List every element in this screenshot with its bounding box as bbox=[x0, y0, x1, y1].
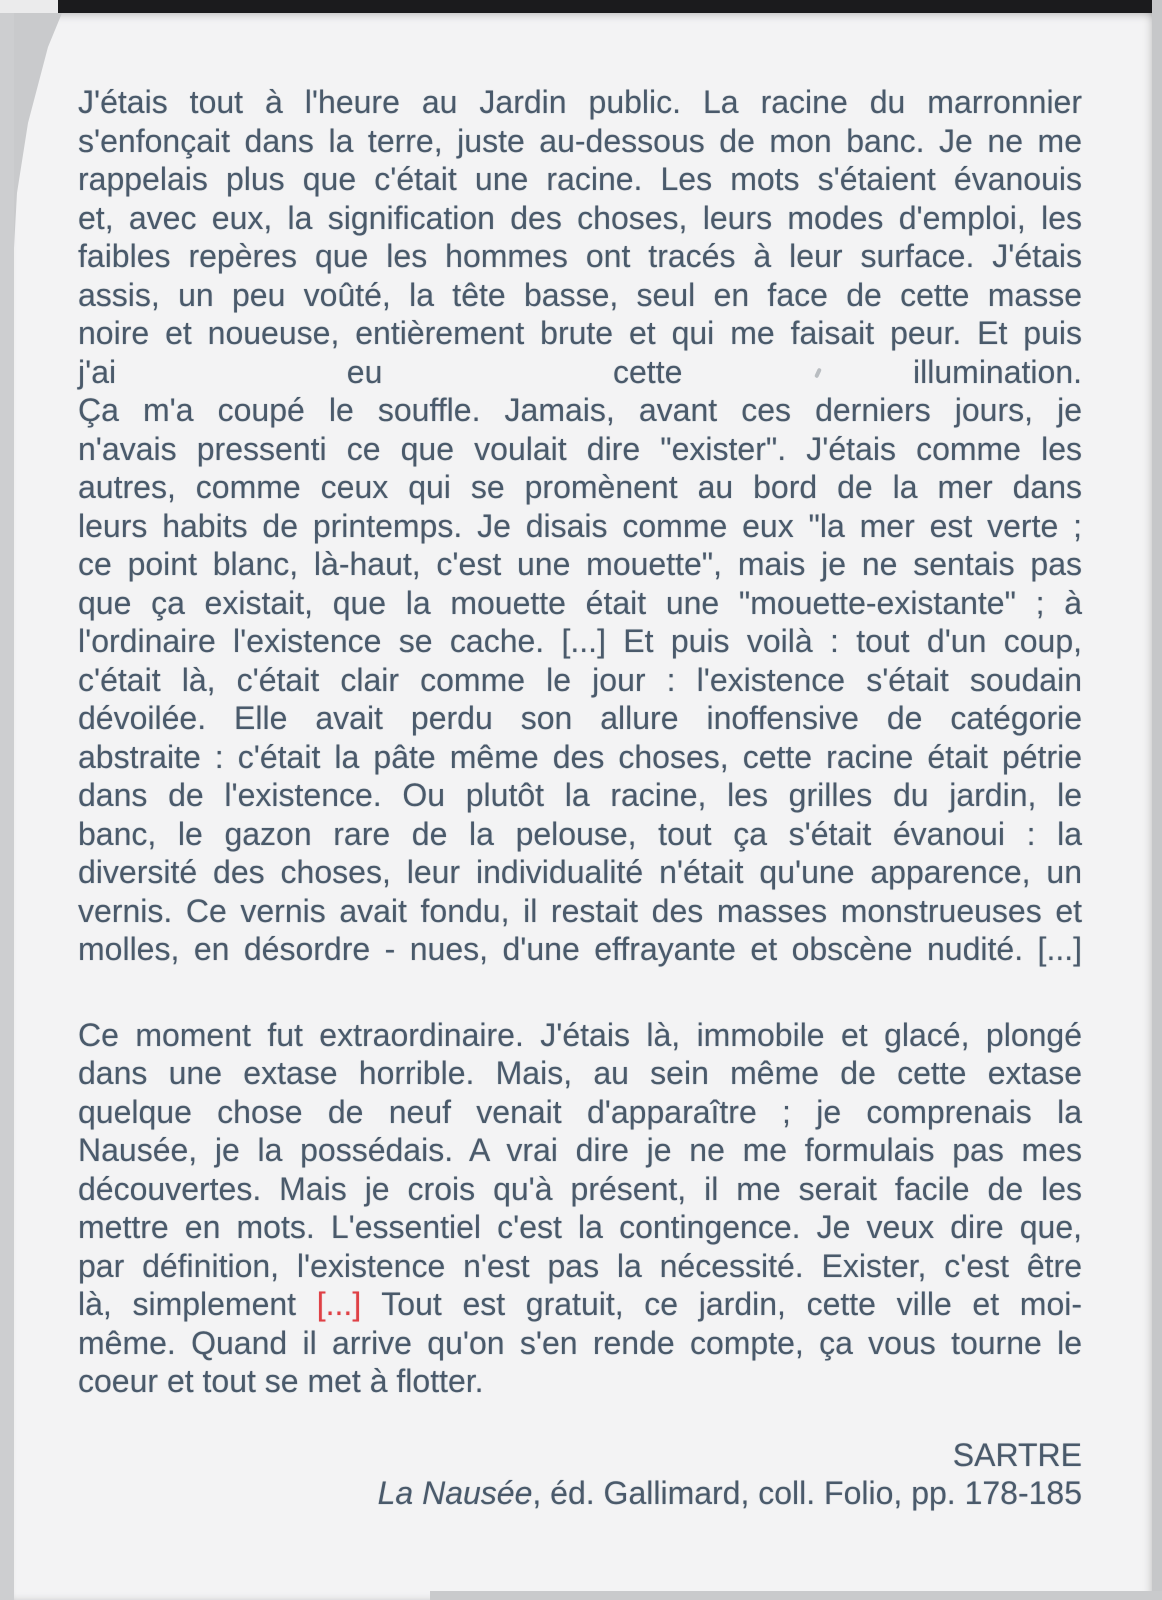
text-segment: Tout est gratuit, ce jardin, cette ville et moi- bbox=[361, 1286, 1083, 1322]
text-segment: vernis. Ce vernis avait fondu, il restait des masses monstrueuses et bbox=[78, 892, 1082, 929]
text-line bbox=[78, 892, 1082, 931]
text-line bbox=[78, 391, 1082, 430]
text-segment: faibles repères que les hommes ont tracés à leur surface. J'étais bbox=[78, 238, 1082, 274]
text-block bbox=[78, 83, 1082, 1513]
text-line bbox=[78, 699, 1082, 738]
text-line bbox=[78, 738, 1082, 777]
text-segment: Ce moment fut extraordinaire. J'étais là, immobile et glacé, plongé bbox=[78, 1016, 1082, 1053]
text-segment: découvertes. Mais je crois qu'à présent, il me serait facile de les bbox=[78, 1170, 1082, 1207]
text-segment: dans une extase horrible. Mais, au sein même de cette extase bbox=[78, 1055, 1082, 1091]
paragraph bbox=[78, 1016, 1082, 1401]
text-segment: autres, comme ceux qui se promènent au bord de la mer dans bbox=[78, 469, 1082, 505]
attribution bbox=[78, 1436, 1082, 1513]
text-line bbox=[78, 1131, 1082, 1170]
text-segment: leurs habits de printemps. Je disais comme eux "la mer est verte ; bbox=[78, 507, 1082, 544]
text-segment: coeur et tout se met à flotter. bbox=[78, 1363, 484, 1399]
text-line bbox=[78, 507, 1082, 546]
text-segment: rappelais plus que c'était une racine. Les mots s'étaient évanouis bbox=[78, 161, 1082, 197]
text-line bbox=[78, 545, 1082, 584]
text-segment: l'ordinaire l'existence se cache. [...] Et puis voilà : tout d'un coup, bbox=[78, 623, 1082, 659]
text-line bbox=[78, 199, 1082, 238]
text-segment: assis, un peu voûté, la tête basse, seul en face de cette masse bbox=[78, 276, 1082, 313]
text-segment: n'avais pressenti ce que voulait dire "exister". J'étais comme les bbox=[78, 430, 1082, 467]
text-segment: là, simplement bbox=[78, 1286, 317, 1322]
text-segment: quelque chose de neuf venait d'apparaître ; je comprenais la bbox=[78, 1093, 1082, 1130]
text-line bbox=[78, 1324, 1082, 1363]
text-line bbox=[78, 1247, 1082, 1286]
text-segment: J'étais tout à l'heure au Jardin public. La racine du marronnier bbox=[78, 84, 1082, 120]
text-segment: j'ai eu cette illumination. bbox=[78, 353, 1082, 390]
text-segment: ce point blanc, là-haut, c'est une mouette", mais je ne sentais pas bbox=[78, 546, 1082, 582]
text-line bbox=[78, 1170, 1082, 1209]
text-line bbox=[78, 314, 1082, 353]
text-line bbox=[78, 930, 1082, 969]
red-ellipsis: [...] bbox=[316, 1286, 362, 1322]
text-line bbox=[78, 353, 1082, 392]
text-segment: Nausée, je la possédais. A vrai dire je ne me formulais pas mes bbox=[78, 1132, 1082, 1168]
text-segment: abstraite : c'était la pâte même des choses, cette racine était pétrie bbox=[78, 738, 1082, 775]
text-line bbox=[78, 237, 1082, 276]
text-segment: c'était là, c'était clair comme le jour : l'existence s'était soudain bbox=[78, 661, 1082, 698]
text-line bbox=[78, 622, 1082, 661]
text-line bbox=[78, 160, 1082, 199]
text-line bbox=[78, 1093, 1082, 1132]
text-line bbox=[78, 853, 1082, 892]
scanner-edge-top bbox=[16, 0, 1162, 13]
text-line bbox=[78, 584, 1082, 623]
text-line bbox=[78, 1208, 1082, 1247]
text-segment: mettre en mots. L'essentiel c'est la contingence. Je veux dire que, bbox=[78, 1209, 1082, 1245]
text-segment: et, avec eux, la signification des choses, leurs modes d'emploi, les bbox=[78, 199, 1082, 236]
text-segment: diversité des choses, leur individualité n'était qu'une apparence, un bbox=[78, 854, 1082, 890]
citation-rest: , éd. Gallimard, coll. Folio, pp. 178-185 bbox=[532, 1475, 1082, 1511]
text-segment: molles, en désordre - nues, d'une effrayante et obscène nudité. [...] bbox=[78, 931, 1082, 967]
text-line bbox=[78, 1016, 1082, 1055]
text-line bbox=[78, 1362, 1082, 1401]
text-line bbox=[78, 276, 1082, 315]
scanner-bed-bottom-edge bbox=[430, 1591, 1162, 1600]
text-line bbox=[78, 1054, 1082, 1093]
text-segment: par définition, l'existence n'est pas la nécessité. Exister, c'est être bbox=[78, 1247, 1082, 1284]
text-line bbox=[78, 661, 1082, 700]
author-name: SARTRE bbox=[952, 1436, 1082, 1473]
scanner-bed-right-edge bbox=[1152, 0, 1162, 1600]
text-line bbox=[78, 776, 1082, 815]
text-line bbox=[78, 430, 1082, 469]
text-line bbox=[78, 83, 1082, 122]
text-segment: s'enfonçait dans la terre, juste au-dessous de mon banc. Je ne me bbox=[78, 122, 1082, 159]
citation-title: La Nausée bbox=[377, 1475, 533, 1511]
text-line bbox=[78, 122, 1082, 161]
text-line bbox=[78, 468, 1082, 507]
text-line bbox=[78, 1285, 1082, 1324]
citation bbox=[78, 1474, 1082, 1513]
text-segment: banc, le gazon rare de la pelouse, tout ça s'était évanoui : la bbox=[78, 815, 1082, 852]
text-segment: dans de l'existence. Ou plutôt la racine, les grilles du jardin, le bbox=[78, 777, 1082, 813]
text-segment: même. Quand il arrive qu'on s'en rende compte, ça vous tourne le bbox=[78, 1324, 1082, 1361]
text-line bbox=[78, 815, 1082, 854]
text-segment: Ça m'a coupé le souffle. Jamais, avant ces derniers jours, je bbox=[78, 392, 1082, 428]
text-segment: noire et noueuse, entièrement brute et qui me faisait peur. Et puis bbox=[78, 315, 1082, 351]
text-segment: dévoilée. Elle avait perdu son allure inoffensive de catégorie bbox=[78, 700, 1082, 736]
scanner-lid-glare bbox=[0, 0, 58, 13]
paragraph bbox=[78, 83, 1082, 969]
text-segment: que ça existait, que la mouette était une "mouette-existante" ; à bbox=[78, 584, 1082, 621]
